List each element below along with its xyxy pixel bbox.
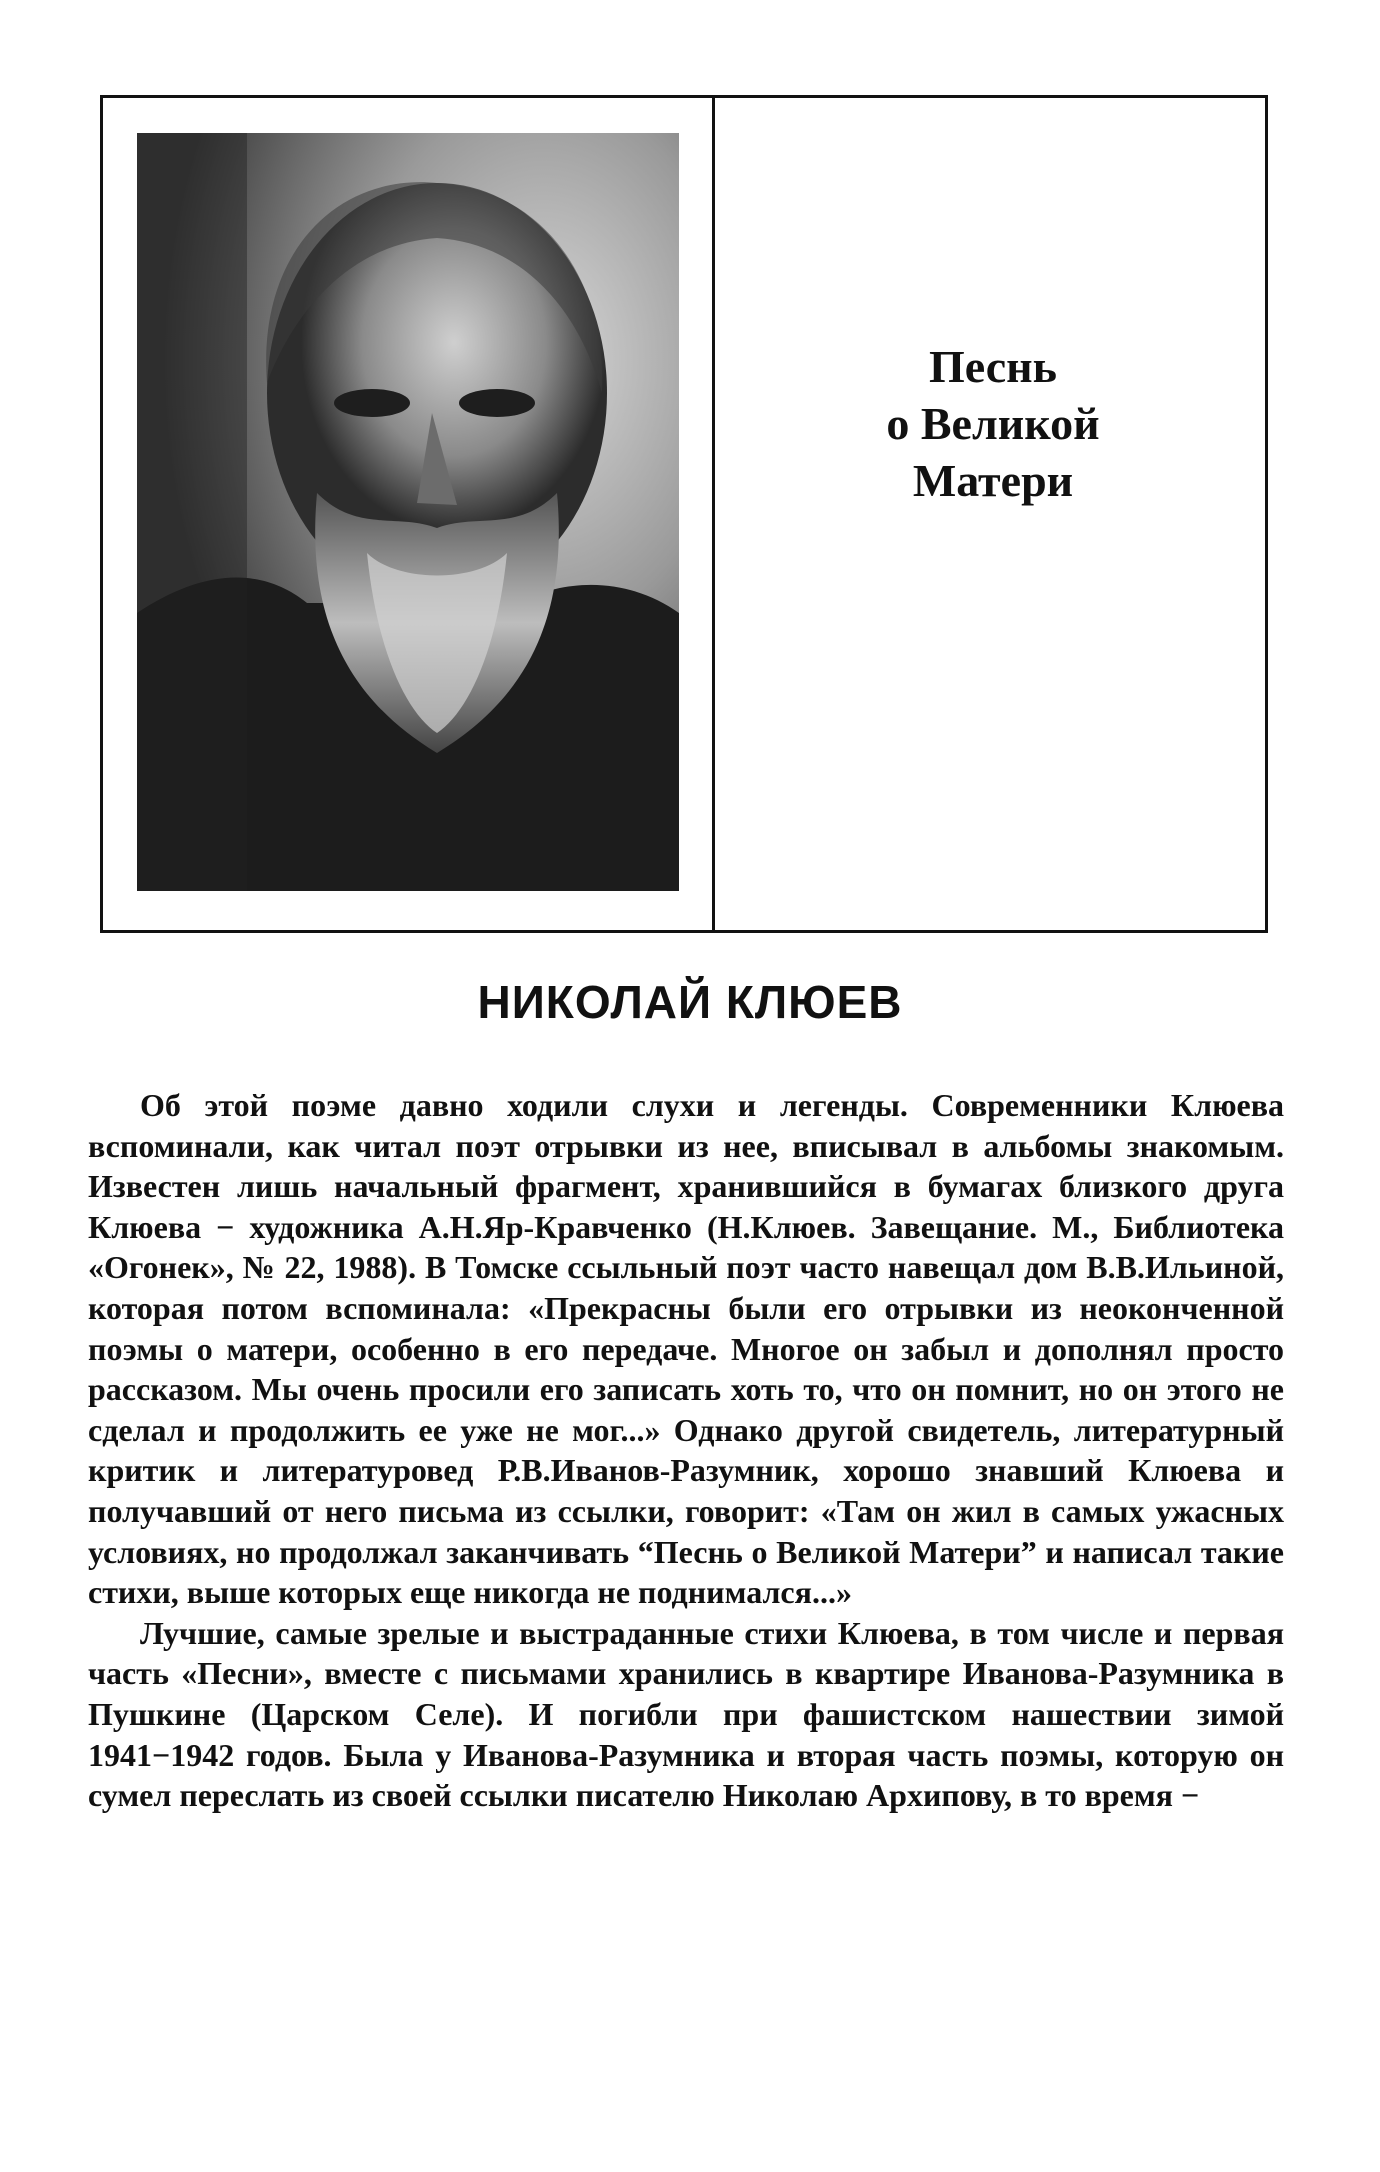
author-heading: НИКОЛАЙ КЛЮЕВ xyxy=(477,976,903,1028)
poem-title xyxy=(715,338,1271,509)
article-body xyxy=(88,1085,1284,1816)
poem-title-line: о Великой xyxy=(886,398,1100,449)
paragraph: Об этой поэме давно ходили слухи и легенды. Современники Клюева вспоминали, как читал поэт отрывки из нее, вписывал в альбомы знакомым. Известен лишь начальный фрагмент, хранившийся в бумагах близкого друга Клюева − художника А.Н.Яр-Кравченко (Н.Клюев. Завещание. М., Библиотека «Огонек», № 22, 1988). В Томске ссыльный поэт часто навещал дом В.В.Ильиной, которая потом вспоминала: «Прекрасны были его отрывки из неоконченной поэмы о матери, особенно в его передаче. Многое он забыл и дополнял просто рассказом. Мы очень просили его записать хоть то, что он помнит, но он этого не сделал и продолжить ее уже не мог...» Однако другой свидетель, литературный критик и литературовед Р.В.Иванов-Разумник, хорошо знавший Клюева и получавший от него письма из ссылки, говорит: «Там он жил в самых ужасных условиях, но продолжал заканчивать “Песнь о Великой Матери” и написал такие стихи, выше которых еще никогда не поднимался...» xyxy=(88,1087,1284,1611)
paragraph: Лучшие, самые зрелые и выстраданные стихи Клюева, в том числе и первая часть «Песни», вместе с письмами хранились в квартире Иванова-Разумника в Пушкине (Царском Селе). И погибли при фашистском нашествии зимой 1941−1942 годов. Была у Иванова-Разумника и вторая часть поэмы, которую он сумел переслать из своей ссылки писателю Николаю Архипову, в то время − xyxy=(88,1614,1284,1814)
author-portrait-photo xyxy=(137,133,679,891)
header-frame xyxy=(100,95,1268,933)
poem-title-line: Песнь xyxy=(928,341,1057,392)
frame-divider xyxy=(712,98,715,930)
poem-title-line: Матери xyxy=(912,455,1074,506)
